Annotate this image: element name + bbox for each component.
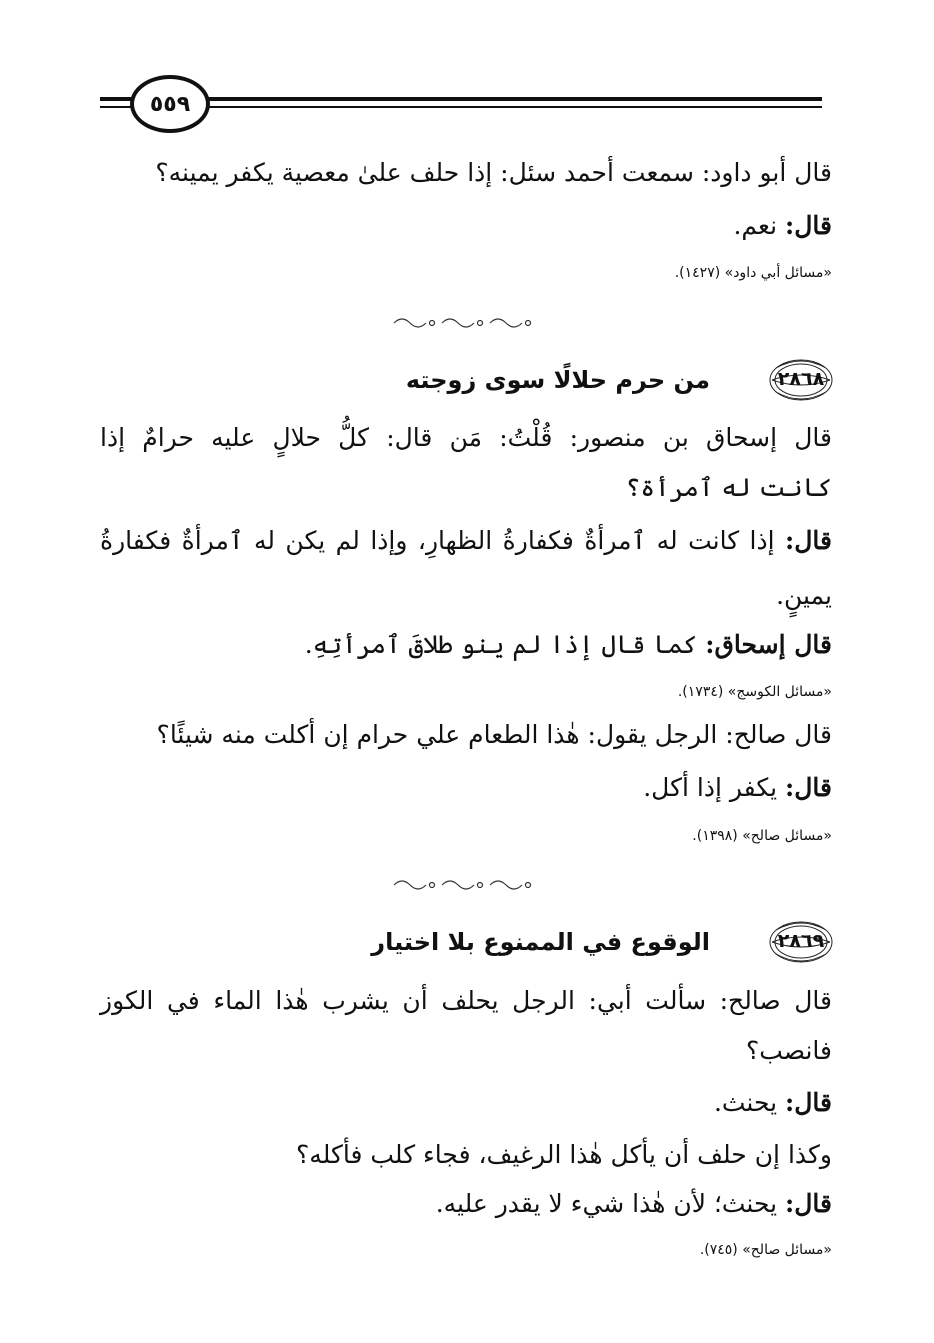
section-title: الوقوع في الممنوع بلا اختيار xyxy=(371,928,710,956)
answer-text-cont: يمينٍ. xyxy=(776,581,832,610)
ornament-divider-icon xyxy=(390,878,540,892)
answer-line xyxy=(100,1083,832,1123)
section-number-badge xyxy=(768,920,834,964)
question-text-cont: كانت له ٱمرأة؟ xyxy=(625,473,832,502)
source-reference: «مسائل الكوسج» (١٧٣٤). xyxy=(677,684,832,700)
section-number-badge xyxy=(768,358,834,402)
answer-label: قال: xyxy=(785,526,832,555)
answer-text: نعم. xyxy=(733,211,786,240)
answer-text: يحنث. xyxy=(713,1088,786,1117)
question-text-cont: فانصب؟ xyxy=(745,1036,832,1065)
question-text: قال أبو داود: سمعت أحمد سئل: إذا حلف علىٰ معصية يكفر يمينه؟ xyxy=(155,158,832,187)
question-text: قال صالح: الرجل يقول: هٰذا الطعام علي حرام إن أكلت منه شيئًا؟ xyxy=(156,720,832,749)
answer-label: قال: xyxy=(785,211,832,240)
answer-text: إذا كانت له ٱمرأةٌ فكفارةُ الظهارِ، وإذا لم يكن له ٱمرأةٌ فكفارةُ xyxy=(100,526,786,555)
answer-label: قال: xyxy=(785,1088,832,1117)
section-number: ٢٨٦٨ xyxy=(777,368,825,390)
ishaq-label: قال إسحاق: xyxy=(705,630,832,659)
answer-line xyxy=(100,206,832,246)
answer-line xyxy=(100,768,832,808)
ishaq-text: كما قال إذا لم ينو طلاقَ ٱمرأتِهِ. xyxy=(304,630,706,659)
ornament-divider-icon xyxy=(390,316,540,330)
section-title: من حرم حلالًا سوى زوجته xyxy=(405,366,710,394)
question-text: قال صالح: سألت أبي: الرجل يحلف أن يشرب هٰذا الماء في الكوز xyxy=(100,986,832,1015)
answer-text: يحنث؛ لأن هٰذا شيء لا يقدر عليه. xyxy=(435,1189,786,1218)
answer-label: قال: xyxy=(785,1189,832,1218)
source-reference: «مسائل أبي داود» (١٤٢٧). xyxy=(674,265,832,281)
question-text: وكذا إن حلف أن يأكل هٰذا الرغيف، فجاء كلب فأكله؟ xyxy=(296,1140,832,1169)
source-reference: «مسائل صالح» (١٣٩٨). xyxy=(692,828,832,844)
section-number: ٢٨٦٩ xyxy=(777,930,825,952)
answer-label: قال: xyxy=(785,773,832,802)
answer-text: يكفر إذا أكل. xyxy=(643,773,786,802)
question-text: قال إسحاق بن منصور: قُلْتُ: مَن قال: كلُّ حلالٍ عليه حرامٌ إذا xyxy=(100,423,832,452)
page-number: ٥٥٩ xyxy=(130,75,210,133)
ishaq-answer-line xyxy=(100,625,832,665)
source-reference: «مسائل صالح» (٧٤٥). xyxy=(699,1242,832,1258)
answer-line xyxy=(100,521,832,561)
answer-line xyxy=(100,1184,832,1224)
